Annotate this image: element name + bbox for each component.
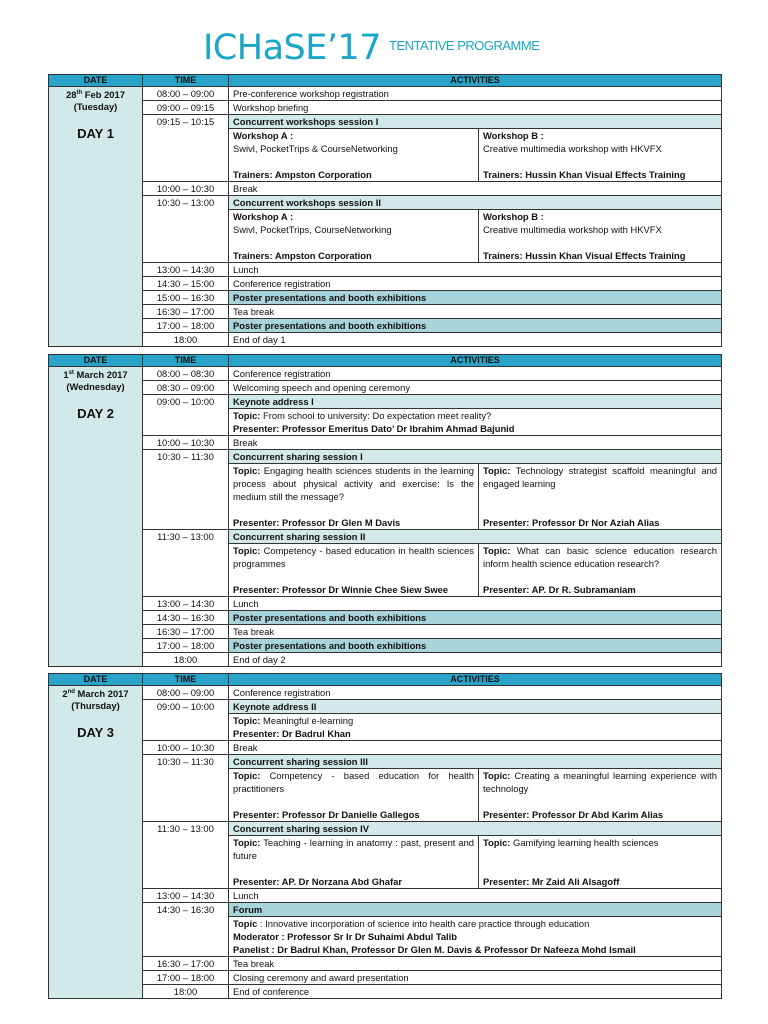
schedule-row [49, 367, 722, 381]
session-heading: Keynote address I [229, 395, 722, 409]
schedule-row [49, 889, 722, 903]
forum-details: Topic : Innovative incorporation of science into health care practice through education Moderator : Professor Sr Ir Dr Suhaimi Abdul Talib Panelist : Dr Badrul Khan, Professor Dr Glen M. Davis & Professor Dr Nafeeza Mohd Ismail [229, 917, 722, 957]
activity-cell: Workshop briefing [229, 101, 722, 115]
header-row [49, 75, 722, 87]
sharing-b: Topic: Creating a meaningful learning experience with technology Presenter: Professor Dr Abd Karim Alias [479, 769, 722, 822]
forum-heading: Forum [229, 903, 722, 917]
time-cell: 08:00 – 08:30 [143, 367, 229, 381]
day3-table [48, 673, 722, 999]
session-heading: Keynote address II [229, 700, 722, 714]
time-cell: 10:30 – 11:30 [143, 450, 229, 530]
sharing-b: Topic: Technology strategist scaffold meaningful and engaged learning Presenter: Professor Dr Nor Aziah Alias [479, 464, 722, 530]
weekday: (Tuesday) [73, 101, 118, 113]
activity-cell: Pre-conference workshop registration [229, 87, 722, 101]
sharing-a: Topic: Teaching - learning in anatomy : past, present and future Presenter: AP. Dr Norzana Abd Ghafar [229, 836, 479, 889]
time-cell: 17:00 – 18:00 [143, 639, 229, 653]
schedule-row [49, 903, 722, 917]
schedule-row [49, 755, 722, 769]
sharing-b: Topic: What can basic science education research inform health science education research? Presenter: AP. Dr R. Subramaniam [479, 544, 722, 597]
time-header: TIME [143, 355, 229, 367]
workshop-b: Workshop B : Creative multimedia workshop with HKVFX Trainers: Hussin Khan Visual Effects Training [479, 129, 722, 182]
date-text: 2nd March 2017 [62, 688, 129, 700]
time-cell: 10:00 – 10:30 [143, 436, 229, 450]
schedule-row [49, 277, 722, 291]
day-label: DAY 2 [77, 406, 114, 422]
activity-cell: Tea break [229, 305, 722, 319]
poster-session: Poster presentations and booth exhibitions [229, 639, 722, 653]
schedule-row [49, 450, 722, 464]
schedule-row [49, 305, 722, 319]
time-cell: 14:30 – 15:00 [143, 277, 229, 291]
time-cell: 16:30 – 17:00 [143, 625, 229, 639]
schedule-row [49, 985, 722, 999]
schedule-row [49, 87, 722, 101]
time-cell: 17:00 – 18:00 [143, 319, 229, 333]
time-cell: 10:30 – 13:00 [143, 196, 229, 263]
poster-session: Poster presentations and booth exhibitions [229, 319, 722, 333]
activity-cell: Lunch [229, 597, 722, 611]
date-header: DATE [49, 674, 143, 686]
schedule-row [49, 319, 722, 333]
day-label: DAY 1 [77, 126, 114, 142]
activity-cell: End of conference [229, 985, 722, 999]
schedule-row [49, 611, 722, 625]
date-cell [49, 367, 143, 667]
time-cell: 18:00 [143, 333, 229, 347]
date-header: DATE [49, 75, 143, 87]
keynote-details: Topic: Meaningful e-learning Presenter: Dr Badrul Khan [229, 714, 722, 741]
session-heading: Concurrent sharing session II [229, 530, 722, 544]
keynote-details: Topic: From school to university: Do expectation meet reality? Presenter: Professor Emeritus Dato’ Dr Ibrahim Ahmad Bajunid [229, 409, 722, 436]
event-logo: ICHaSE’17 [203, 28, 382, 68]
time-cell: 18:00 [143, 985, 229, 999]
activity-cell: End of day 1 [229, 333, 722, 347]
time-cell: 09:15 – 10:15 [143, 115, 229, 182]
date-header: DATE [49, 355, 143, 367]
activity-cell: Welcoming speech and opening ceremony [229, 381, 722, 395]
page-header [203, 20, 539, 66]
schedule-row [49, 530, 722, 544]
activity-cell: Tea break [229, 625, 722, 639]
poster-session: Poster presentations and booth exhibitions [229, 291, 722, 305]
activity-cell: Break [229, 436, 722, 450]
time-cell: 13:00 – 14:30 [143, 889, 229, 903]
time-cell: 17:00 – 18:00 [143, 971, 229, 985]
date-cell [49, 686, 143, 999]
schedule-row [49, 971, 722, 985]
page-subtitle: TENTATIVE PROGRAMME [389, 38, 540, 53]
poster-session: Poster presentations and booth exhibitions [229, 611, 722, 625]
activity-cell: Closing ceremony and award presentation [229, 971, 722, 985]
session-heading: Concurrent sharing session III [229, 755, 722, 769]
schedule-row [49, 686, 722, 700]
time-cell: 09:00 – 10:00 [143, 395, 229, 436]
activity-cell: Lunch [229, 889, 722, 903]
schedule-row [49, 597, 722, 611]
time-header: TIME [143, 674, 229, 686]
time-cell: 14:30 – 16:30 [143, 903, 229, 957]
workshop-a: Workshop A : Swivl, PocketTrips, CourseNetworking Trainers: Ampston Corporation [229, 210, 479, 263]
activity-cell: Break [229, 182, 722, 196]
time-cell: 08:00 – 09:00 [143, 686, 229, 700]
sharing-a: Topic: Competency - based education for health practitioners Presenter: Professor Dr Danielle Gallegos [229, 769, 479, 822]
schedule-row [49, 395, 722, 409]
schedule-row [49, 101, 722, 115]
schedule-row [49, 639, 722, 653]
time-cell: 10:30 – 11:30 [143, 755, 229, 822]
sharing-a: Topic: Engaging health sciences students in the learning process about physical activity and exercise: Is the medium still the message? Presenter: Professor Dr Glen M Davis [229, 464, 479, 530]
day2-table [48, 354, 722, 667]
time-cell: 18:00 [143, 653, 229, 667]
sharing-a: Topic: Competency - based education in health sciences programmes Presenter: Professor Dr Winnie Chee Siew Swee [229, 544, 479, 597]
workshop-b: Workshop B : Creative multimedia workshop with HKVFX Trainers: Hussin Khan Visual Effects Training [479, 210, 722, 263]
weekday: (Thursday) [71, 700, 120, 712]
date-text: 1st March 2017 [63, 369, 128, 381]
schedule-row [49, 291, 722, 305]
sharing-b: Topic: Gamifying learning health sciences Presenter: Mr Zaid Ali Alsagoff [479, 836, 722, 889]
session-heading: Concurrent workshops session II [229, 196, 722, 210]
time-cell: 16:30 – 17:00 [143, 305, 229, 319]
session-heading: Concurrent sharing session I [229, 450, 722, 464]
day1-table [48, 74, 722, 347]
schedule-row [49, 822, 722, 836]
time-cell: 10:00 – 10:30 [143, 182, 229, 196]
session-heading: Concurrent workshops session I [229, 115, 722, 129]
weekday: (Wednesday) [66, 381, 125, 393]
time-cell: 14:30 – 16:30 [143, 611, 229, 625]
activities-header: ACTIVITIES [229, 75, 722, 87]
activity-cell: Conference registration [229, 367, 722, 381]
schedule-row [49, 333, 722, 347]
session-heading: Concurrent sharing session IV [229, 822, 722, 836]
time-cell: 13:00 – 14:30 [143, 263, 229, 277]
time-cell: 11:30 – 13:00 [143, 822, 229, 889]
schedule-row [49, 115, 722, 129]
schedule-row [49, 625, 722, 639]
time-cell: 09:00 – 10:00 [143, 700, 229, 741]
date-text: 28th Feb 2017 [66, 89, 125, 101]
activity-cell: End of day 2 [229, 653, 722, 667]
time-cell: 08:30 – 09:00 [143, 381, 229, 395]
header-row [49, 355, 722, 367]
day-label: DAY 3 [77, 725, 114, 741]
activities-header: ACTIVITIES [229, 355, 722, 367]
time-cell: 13:00 – 14:30 [143, 597, 229, 611]
activity-cell: Lunch [229, 263, 722, 277]
time-cell: 08:00 – 09:00 [143, 87, 229, 101]
schedule-row [49, 741, 722, 755]
date-cell [49, 87, 143, 347]
time-cell: 16:30 – 17:00 [143, 957, 229, 971]
activity-cell: Tea break [229, 957, 722, 971]
activities-header: ACTIVITIES [229, 674, 722, 686]
header-row [49, 674, 722, 686]
activity-cell: Conference registration [229, 686, 722, 700]
workshop-a: Workshop A : Swivl, PocketTrips & CourseNetworking Trainers: Ampston Corporation [229, 129, 479, 182]
schedule-row [49, 957, 722, 971]
schedule-row [49, 196, 722, 210]
schedule-row [49, 653, 722, 667]
time-cell: 15:00 – 16:30 [143, 291, 229, 305]
time-cell: 10:00 – 10:30 [143, 741, 229, 755]
time-cell: 09:00 – 09:15 [143, 101, 229, 115]
activity-cell: Conference registration [229, 277, 722, 291]
schedule-row [49, 700, 722, 714]
schedule-row [49, 182, 722, 196]
schedule-row [49, 381, 722, 395]
schedule-row [49, 436, 722, 450]
schedule-row [49, 263, 722, 277]
activity-cell: Break [229, 741, 722, 755]
time-cell: 11:30 – 13:00 [143, 530, 229, 597]
time-header: TIME [143, 75, 229, 87]
